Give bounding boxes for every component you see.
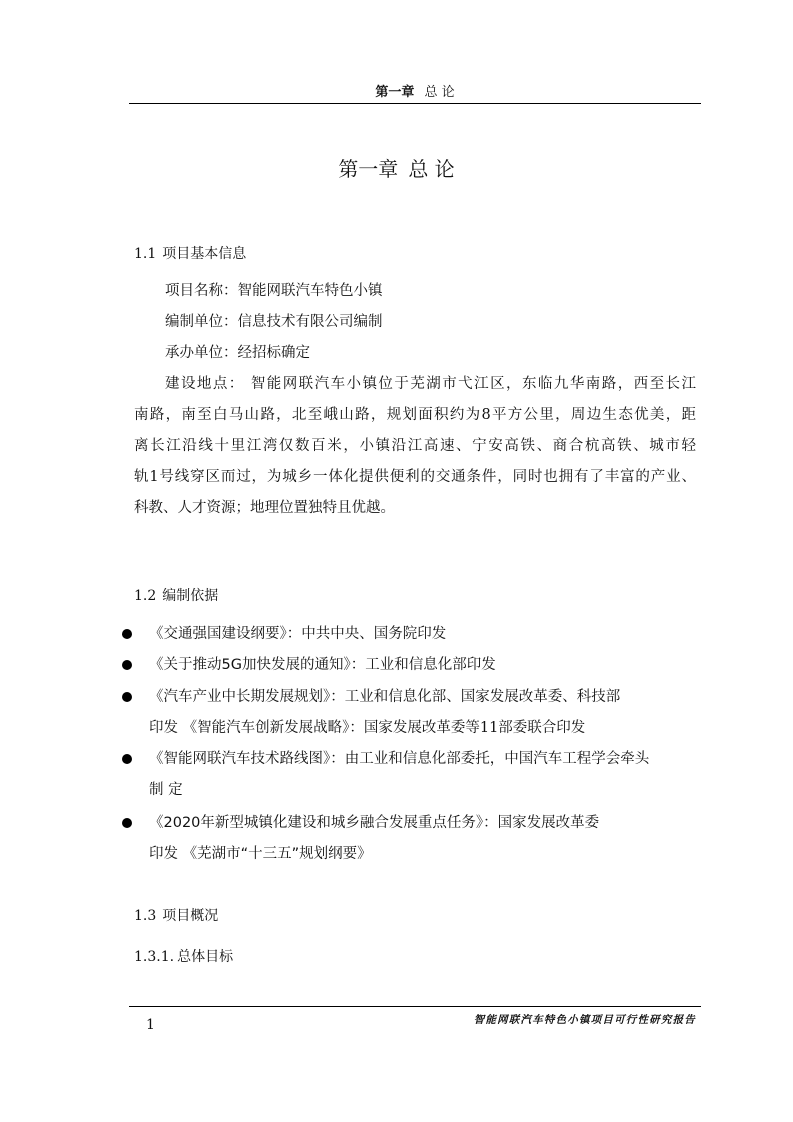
issuer-text: ：由工业和信息化部委托，中国汽车工程学会牵头 bbox=[330, 751, 650, 767]
running-header bbox=[129, 84, 701, 102]
location-line: 轨1号线穿区而过，为城乡一体化提供便利的交通条件，同时也拥有了丰富的产业、 bbox=[134, 469, 696, 485]
section-title: 项目概况 bbox=[162, 908, 219, 924]
document-title: 《2020年新型城镇化建设和城乡融合发展重点任务》 bbox=[149, 815, 484, 831]
section-heading-1-3 bbox=[134, 906, 218, 926]
project-info-block bbox=[134, 276, 696, 524]
chapter-title-text: 总 论 bbox=[408, 157, 455, 181]
location-line: 科教、人才资源；地理位置独特且优越。 bbox=[134, 500, 395, 516]
section-title: 总体目标 bbox=[177, 949, 234, 965]
location-line: 建设地点： 智能网联汽车小镇位于芜湖市弋江区，东临九华南路，西至长江 bbox=[165, 376, 696, 392]
host-line: 承办单位：经招标确定 bbox=[165, 345, 310, 361]
issuer-text: ：中共中央、国务院印发 bbox=[286, 626, 447, 642]
chapter-title bbox=[0, 154, 793, 184]
basis-list-item bbox=[122, 650, 698, 681]
section-title: 项目基本信息 bbox=[162, 246, 247, 262]
running-header-title: 总 论 bbox=[424, 85, 455, 100]
section-number: 1.3 bbox=[134, 908, 157, 924]
section-number: 1.1 bbox=[134, 246, 157, 262]
issuer-text: ：工业和信息化部印发 bbox=[350, 657, 496, 673]
header-rule bbox=[129, 103, 701, 104]
bullet-icon bbox=[122, 692, 132, 702]
chapter-title-number: 第一章 bbox=[338, 157, 399, 181]
bullet-icon bbox=[122, 660, 132, 670]
section-number: 1.3.1. bbox=[134, 949, 175, 965]
location-line: 南路，南至白马山路，北至峨山路，规划面积约为8平方公里，周边生态优美，距 bbox=[134, 407, 696, 423]
document-title: 《芜湖市“十三五”规划纲要》 bbox=[182, 846, 372, 862]
project-name-line: 项目名称：智能网联汽车特色小镇 bbox=[165, 283, 383, 299]
issuer-text: ：工业和信息化部、国家发展改革委、科技部 bbox=[330, 689, 621, 705]
page-number: 1 bbox=[146, 1017, 155, 1033]
basis-list-item bbox=[122, 682, 698, 744]
document-title: 《智能网联汽车技术路线图》 bbox=[149, 751, 331, 767]
bullet-icon bbox=[122, 818, 132, 828]
basis-list-item bbox=[122, 744, 698, 806]
document-title: 《汽车产业中长期发展规划》 bbox=[149, 689, 331, 705]
footer-document-title: 智能网联汽车特色小镇项目可行性研究报告 bbox=[473, 1014, 696, 1026]
section-heading-1-3-1 bbox=[134, 947, 233, 967]
section-number: 1.2 bbox=[134, 588, 157, 604]
footer-rule bbox=[129, 1006, 701, 1007]
continuation-text: 制 定 bbox=[149, 782, 183, 798]
basis-list-item bbox=[122, 808, 698, 870]
issuer-text: ：国家发展改革委 bbox=[483, 815, 600, 831]
continuation-text: 印发 bbox=[149, 846, 183, 862]
section-heading-1-2 bbox=[134, 586, 218, 606]
document-title: 《智能汽车创新发展战略》 bbox=[182, 720, 350, 736]
location-line: 离长江沿线十里江湾仅数百米，小镇沿江高速、宁安高铁、商合杭高铁、城市轻 bbox=[134, 438, 696, 454]
continuation-text: 印发 bbox=[149, 720, 183, 736]
issuer-text: ：国家发展改革委等11部委联合印发 bbox=[349, 720, 586, 736]
bullet-icon bbox=[122, 629, 132, 639]
bullet-icon bbox=[122, 754, 132, 764]
section-heading-1-1 bbox=[134, 244, 246, 264]
compiler-line: 编制单位：信息技术有限公司编制 bbox=[165, 314, 383, 330]
document-title: 《关于推动5G加快发展的通知》 bbox=[149, 657, 351, 673]
document-title: 《交通强国建设纲要》 bbox=[149, 626, 287, 642]
section-title: 编制依据 bbox=[162, 588, 219, 604]
running-header-chapter: 第一章 bbox=[375, 85, 415, 100]
basis-list-item bbox=[122, 619, 698, 650]
